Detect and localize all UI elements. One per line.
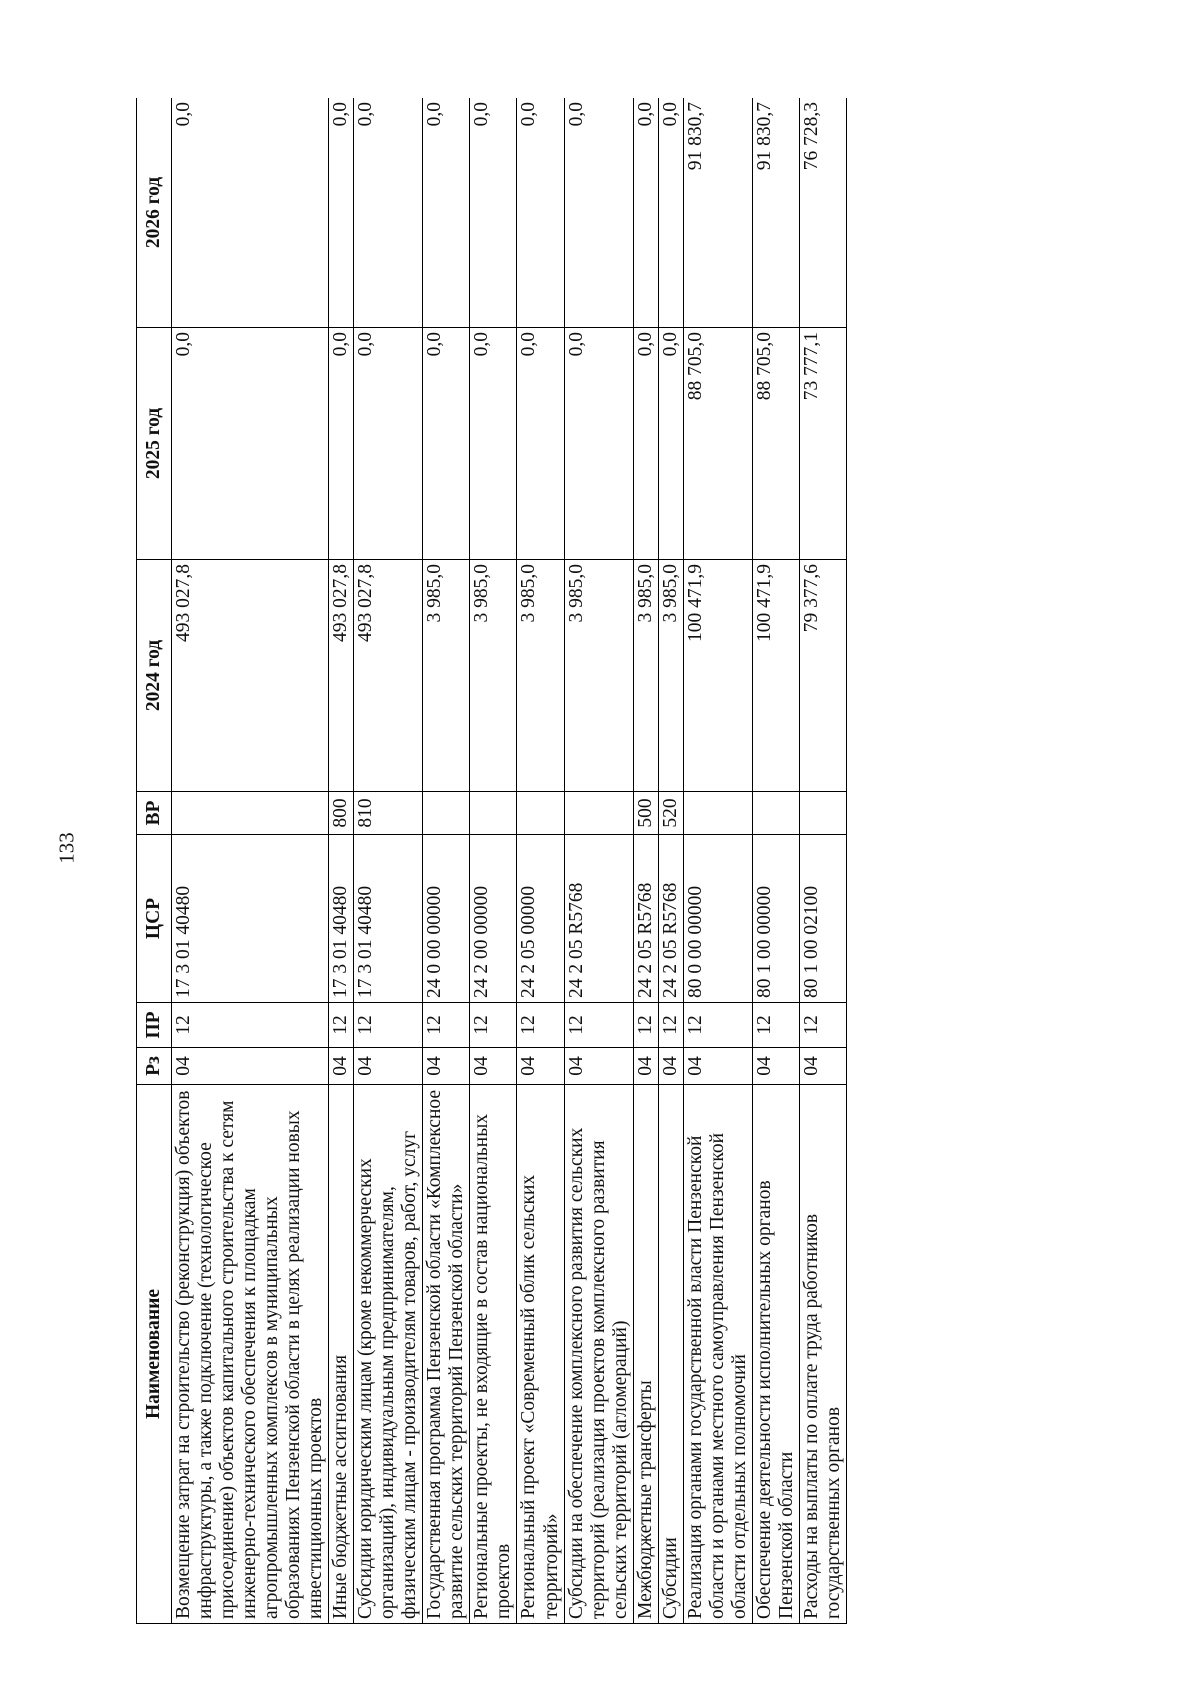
row-2025: 88 705,0 (752, 328, 799, 560)
row-pr: 12 (633, 1003, 658, 1048)
row-2024: 3 985,0 (633, 560, 658, 792)
table-row (658, 98, 683, 1624)
row-2024: 3 985,0 (517, 560, 564, 792)
row-2024: 79 377,6 (799, 560, 846, 792)
table-row (172, 98, 329, 1624)
row-name: Обеспечение деятельности исполнительных органов Пензенской области (752, 1085, 799, 1624)
row-pr: 12 (564, 1003, 633, 1048)
row-2025: 0,0 (470, 328, 517, 560)
row-rz: 04 (470, 1048, 517, 1085)
row-rz: 04 (658, 1048, 683, 1085)
row-2025: 0,0 (633, 328, 658, 560)
row-pr: 12 (470, 1003, 517, 1048)
row-csr: 24 2 05 R5768 (633, 835, 658, 1003)
row-rz: 04 (799, 1048, 846, 1085)
table-row (423, 98, 470, 1624)
row-vr (752, 792, 799, 835)
row-2025: 0,0 (658, 328, 683, 560)
row-2024: 3 985,0 (564, 560, 633, 792)
row-rz: 04 (752, 1048, 799, 1085)
header-2025: 2025 год (137, 328, 172, 560)
row-2026: 76 728,3 (799, 98, 846, 328)
row-pr: 12 (799, 1003, 846, 1048)
row-2026: 0,0 (633, 98, 658, 328)
row-2024: 3 985,0 (470, 560, 517, 792)
table-row (470, 98, 517, 1624)
row-name: Субсидии (658, 1085, 683, 1624)
table-row (752, 98, 799, 1624)
row-name: Возмещение затрат на строительство (реконструкция) объектов инфраструктуры, а также подключение (технологическое присоединение) объектов капитального строительства к сетям инженерно-технического обеспечения к площадкам агропромышленных комплексов в муниципальных образованиях Пензенской области в целях реализации новых инвестиционных проектов (172, 1085, 329, 1624)
row-2025: 0,0 (329, 328, 354, 560)
row-csr: 24 2 05 R5768 (564, 835, 633, 1003)
row-pr: 12 (517, 1003, 564, 1048)
row-2026: 0,0 (658, 98, 683, 328)
row-pr: 12 (354, 1003, 423, 1048)
row-pr: 12 (423, 1003, 470, 1048)
row-2025: 0,0 (423, 328, 470, 560)
table-row (329, 98, 354, 1624)
row-vr (423, 792, 470, 835)
header-2026: 2026 год (137, 98, 172, 328)
row-csr: 80 0 00 00000 (683, 835, 752, 1003)
row-name: Региональный проект «Современный облик сельских территорий» (517, 1085, 564, 1624)
row-csr: 24 0 00 00000 (423, 835, 470, 1003)
row-pr: 12 (329, 1003, 354, 1048)
row-pr: 12 (752, 1003, 799, 1048)
table-row (354, 98, 423, 1624)
row-csr: 17 3 01 40480 (354, 835, 423, 1003)
row-rz: 04 (172, 1048, 329, 1085)
row-csr: 24 2 05 00000 (517, 835, 564, 1003)
row-name: Субсидии на обеспечение комплексного развития сельских территорий (реализация проектов комплексного развития сельских территорий (агломераций) (564, 1085, 633, 1624)
row-csr: 17 3 01 40480 (329, 835, 354, 1003)
row-2026: 0,0 (172, 98, 329, 328)
header-rz: Рз (137, 1048, 172, 1085)
table-row (633, 98, 658, 1624)
row-2024: 100 471,9 (683, 560, 752, 792)
row-pr: 12 (172, 1003, 329, 1048)
row-2024: 100 471,9 (752, 560, 799, 792)
rotated-table-container (136, 98, 1028, 1624)
table-row (517, 98, 564, 1624)
header-vr: ВР (137, 792, 172, 835)
row-name: Государственная программа Пензенской области «Комплексное развитие сельских территорий Пензенской области» (423, 1085, 470, 1624)
row-csr: 17 3 01 40480 (172, 835, 329, 1003)
row-vr (517, 792, 564, 835)
row-2024: 493 027,8 (329, 560, 354, 792)
row-2025: 0,0 (172, 328, 329, 560)
row-2026: 0,0 (470, 98, 517, 328)
page-number: 133 (54, 832, 79, 864)
row-csr: 24 2 00 00000 (470, 835, 517, 1003)
row-vr (564, 792, 633, 835)
budget-table-sheet (136, 98, 1028, 1624)
header-csr: ЦСР (137, 835, 172, 1003)
row-rz: 04 (354, 1048, 423, 1085)
row-pr: 12 (658, 1003, 683, 1048)
row-vr (470, 792, 517, 835)
row-rz: 04 (329, 1048, 354, 1085)
table-header-row (137, 98, 172, 1624)
row-2026: 91 830,7 (752, 98, 799, 328)
row-rz: 04 (423, 1048, 470, 1085)
row-2025: 88 705,0 (683, 328, 752, 560)
table-row (683, 98, 752, 1624)
row-name: Реализация органами государственной власти Пензенской области и органами местного самоуправления Пензенской области отдельных полномочий (683, 1085, 752, 1624)
row-2026: 0,0 (329, 98, 354, 328)
row-rz: 04 (633, 1048, 658, 1085)
row-2025: 0,0 (564, 328, 633, 560)
row-2024: 3 985,0 (658, 560, 683, 792)
row-rz: 04 (564, 1048, 633, 1085)
budget-table (136, 98, 847, 1624)
row-2025: 73 777,1 (799, 328, 846, 560)
row-2024: 493 027,8 (354, 560, 423, 792)
row-vr (172, 792, 329, 835)
header-2024: 2024 год (137, 560, 172, 792)
row-2024: 3 985,0 (423, 560, 470, 792)
header-name: Наименование (137, 1085, 172, 1624)
row-2026: 0,0 (354, 98, 423, 328)
row-vr: 810 (354, 792, 423, 835)
row-2025: 0,0 (517, 328, 564, 560)
row-rz: 04 (517, 1048, 564, 1085)
row-pr: 12 (683, 1003, 752, 1048)
row-2024: 493 027,8 (172, 560, 329, 792)
row-csr: 80 1 00 02100 (799, 835, 846, 1003)
row-vr (683, 792, 752, 835)
row-2026: 0,0 (423, 98, 470, 328)
row-rz: 04 (683, 1048, 752, 1085)
row-name: Расходы на выплаты по оплате труда работников государственных органов (799, 1085, 846, 1624)
row-name: Иные бюджетные ассигнования (329, 1085, 354, 1624)
row-vr (799, 792, 846, 835)
row-vr: 520 (658, 792, 683, 835)
row-2026: 0,0 (517, 98, 564, 328)
row-csr: 24 2 05 R5768 (658, 835, 683, 1003)
row-name: Региональные проекты, не входящие в состав национальных проектов (470, 1085, 517, 1624)
header-pr: ПР (137, 1003, 172, 1048)
row-vr: 500 (633, 792, 658, 835)
table-row (564, 98, 633, 1624)
row-name: Субсидии юридическим лицам (кроме некоммерческих организаций), индивидуальным предпринимателям, физическим лицам - производителям товаров, работ, услуг (354, 1085, 423, 1624)
table-row (799, 98, 846, 1624)
row-2025: 0,0 (354, 328, 423, 560)
row-csr: 80 1 00 00000 (752, 835, 799, 1003)
row-vr: 800 (329, 792, 354, 835)
row-name: Межбюджетные трансферты (633, 1085, 658, 1624)
row-2026: 0,0 (564, 98, 633, 328)
row-2026: 91 830,7 (683, 98, 752, 328)
